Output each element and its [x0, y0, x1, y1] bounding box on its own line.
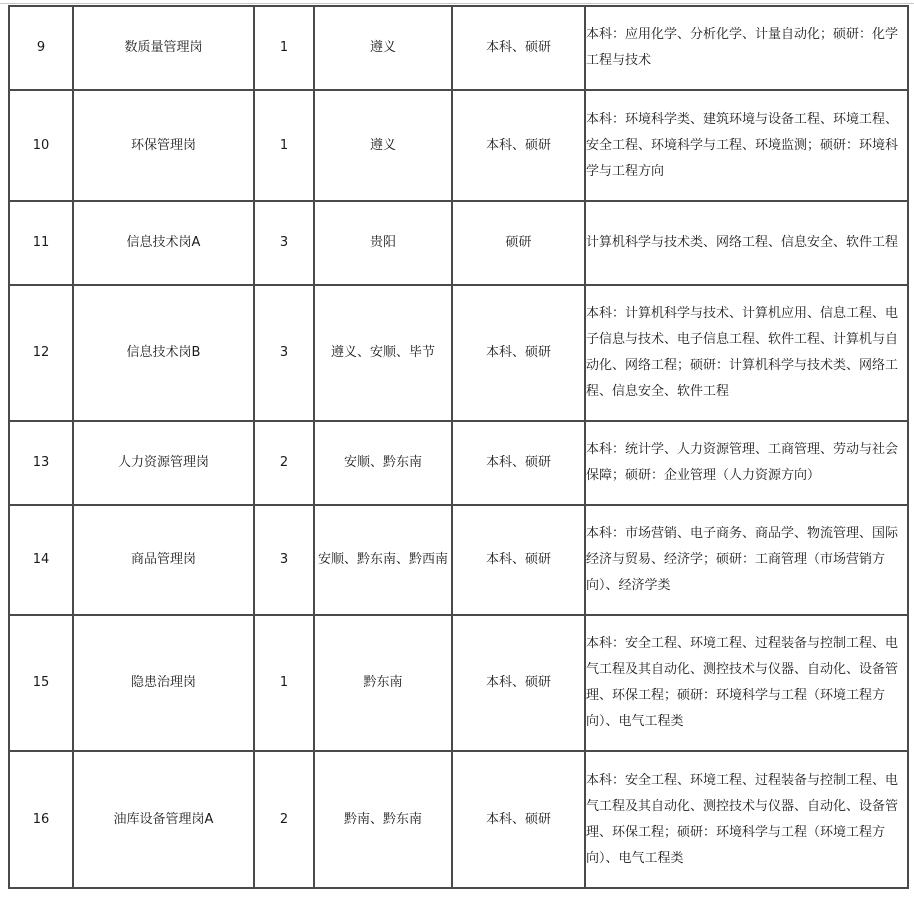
major-requirement-cell: 计算机科学与技术类、网络工程、信息安全、软件工程 — [585, 201, 908, 285]
table-row — [9, 421, 908, 505]
job-positions-table — [8, 5, 909, 889]
row-number-cell: 11 — [9, 201, 73, 285]
headcount-cell: 2 — [254, 751, 314, 888]
table-row — [9, 201, 908, 285]
location-cell: 安顺、黔东南、黔西南 — [314, 505, 452, 615]
headcount-cell: 3 — [254, 201, 314, 285]
location-cell: 贵阳 — [314, 201, 452, 285]
location-cell: 黔东南 — [314, 615, 452, 751]
location-cell: 安顺、黔东南 — [314, 421, 452, 505]
major-requirement-cell: 本科：安全工程、环境工程、过程装备与控制工程、电气工程及其自动化、测控技术与仪器、自动化、设备管理、环保工程；硕研：环境科学与工程（环境工程方向）、电气工程类 — [585, 751, 908, 888]
table-body — [9, 6, 908, 888]
top-divider — [0, 3, 914, 4]
education-cell: 本科、硕研 — [452, 505, 585, 615]
row-number-cell: 15 — [9, 615, 73, 751]
education-cell: 本科、硕研 — [452, 285, 585, 421]
location-cell: 遵义 — [314, 6, 452, 90]
table-row — [9, 285, 908, 421]
education-cell: 本科、硕研 — [452, 615, 585, 751]
table-row — [9, 615, 908, 751]
education-cell: 本科、硕研 — [452, 6, 585, 90]
education-cell: 本科、硕研 — [452, 751, 585, 888]
headcount-cell: 2 — [254, 421, 314, 505]
major-requirement-cell: 本科：环境科学类、建筑环境与设备工程、环境工程、安全工程、环境科学与工程、环境监测；硕研：环境科学与工程方向 — [585, 90, 908, 201]
post-name-cell: 隐患治理岗 — [73, 615, 254, 751]
major-requirement-cell: 本科：计算机科学与技术、计算机应用、信息工程、电子信息与技术、电子信息工程、软件工程、计算机与自动化、网络工程；硕研：计算机科学与技术类、网络工程、信息安全、软件工程 — [585, 285, 908, 421]
row-number-cell: 9 — [9, 6, 73, 90]
table-row — [9, 751, 908, 888]
row-number-cell: 10 — [9, 90, 73, 201]
major-requirement-cell: 本科：应用化学、分析化学、计量自动化；硕研：化学工程与技术 — [585, 6, 908, 90]
education-cell: 本科、硕研 — [452, 90, 585, 201]
major-requirement-cell: 本科：安全工程、环境工程、过程装备与控制工程、电气工程及其自动化、测控技术与仪器、自动化、设备管理、环保工程；硕研：环境科学与工程（环境工程方向）、电气工程类 — [585, 615, 908, 751]
location-cell: 遵义、安顺、毕节 — [314, 285, 452, 421]
major-requirement-cell: 本科：市场营销、电子商务、商品学、物流管理、国际经济与贸易、经济学；硕研：工商管理（市场营销方向）、经济学类 — [585, 505, 908, 615]
row-number-cell: 14 — [9, 505, 73, 615]
headcount-cell: 1 — [254, 90, 314, 201]
post-name-cell: 人力资源管理岗 — [73, 421, 254, 505]
table-row — [9, 90, 908, 201]
post-name-cell: 商品管理岗 — [73, 505, 254, 615]
row-number-cell: 12 — [9, 285, 73, 421]
post-name-cell: 环保管理岗 — [73, 90, 254, 201]
headcount-cell: 1 — [254, 615, 314, 751]
headcount-cell: 1 — [254, 6, 314, 90]
major-requirement-cell: 本科：统计学、人力资源管理、工商管理、劳动与社会保障；硕研：企业管理（人力资源方向） — [585, 421, 908, 505]
post-name-cell: 数质量管理岗 — [73, 6, 254, 90]
headcount-cell: 3 — [254, 285, 314, 421]
post-name-cell: 信息技术岗A — [73, 201, 254, 285]
location-cell: 遵义 — [314, 90, 452, 201]
table-row — [9, 6, 908, 90]
post-name-cell: 信息技术岗B — [73, 285, 254, 421]
post-name-cell: 油库设备管理岗A — [73, 751, 254, 888]
table-row — [9, 505, 908, 615]
row-number-cell: 13 — [9, 421, 73, 505]
headcount-cell: 3 — [254, 505, 314, 615]
education-cell: 硕研 — [452, 201, 585, 285]
location-cell: 黔南、黔东南 — [314, 751, 452, 888]
education-cell: 本科、硕研 — [452, 421, 585, 505]
row-number-cell: 16 — [9, 751, 73, 888]
